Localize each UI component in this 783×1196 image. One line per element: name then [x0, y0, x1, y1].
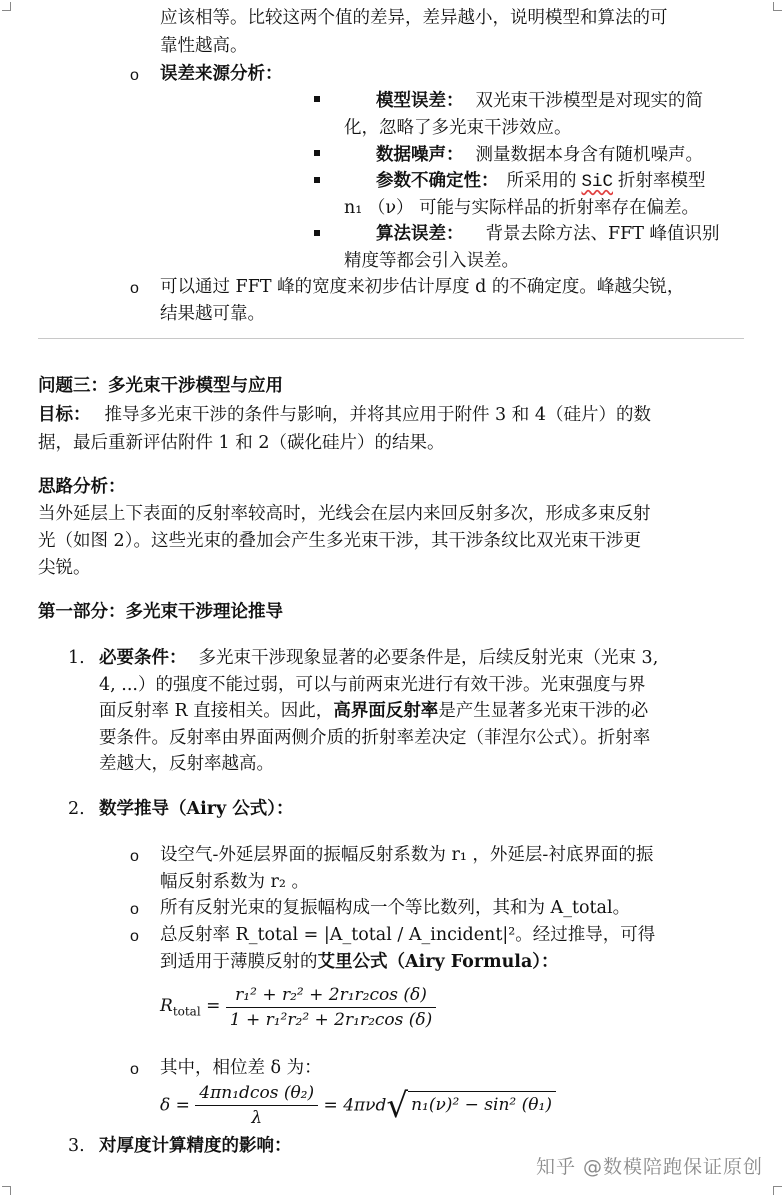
formula-denominator: λ	[251, 1108, 263, 1128]
item-text: 是产生显著多光束干涉的必	[438, 701, 649, 721]
analysis-paragraph-line: 当外延层上下表面的反射率较高时，光线会在层内来回反射多次，形成多束反射	[38, 504, 651, 524]
formula-fraction	[195, 1083, 318, 1128]
hollow-bullet-icon: o	[130, 67, 139, 84]
key-term: 艾里公式（Airy Formula）：	[317, 952, 559, 972]
item-text: 所采用的	[506, 171, 577, 191]
list-item	[376, 89, 703, 113]
formula-fraction	[226, 985, 437, 1030]
sub-bullet-line: 其中，相位差 δ 为：	[160, 1058, 322, 1078]
list-item	[376, 222, 720, 246]
corner-mark-top-right	[773, 2, 782, 11]
goal-line: 据，最后重新评估附件 1 和 2（碳化硅片）的结果。	[38, 433, 445, 453]
airy-formula: $R_{total}$ = $\frac{\text{r₁² + r₂² + 2r₁r₂cos (δ)}}{\text{1 + r₁²r₂² + 2r₁r₂cos (δ)}}$	[160, 985, 436, 1030]
list-number: 3.	[68, 1136, 85, 1156]
hollow-bullet-icon: o	[130, 901, 139, 918]
sub-bullet-line: 总反射率 R_total = |A_total / A_incident|²。经过推导，可得	[160, 925, 656, 945]
numbered-item-continuation: 要条件。反射率由界面两侧介质的折射率差决定（菲涅尔公式）。折射率	[99, 728, 651, 748]
numbered-item-label: 数学推导（Airy 公式）：	[99, 799, 294, 819]
hollow-bullet-icon: o	[130, 848, 139, 865]
item-label: 必要条件：	[99, 648, 187, 668]
numbered-item-continuation	[99, 699, 648, 723]
part-heading: 第一部分：多光束干涉理论推导	[38, 602, 283, 622]
hollow-bullet-icon: o	[130, 1061, 139, 1078]
goal-label: 目标：	[38, 405, 91, 425]
sub-bullet-line: 幅反射系数为 r₂ 。	[160, 872, 310, 892]
item-text: 面反射率 R 直接相关。因此，	[99, 701, 334, 721]
item-text: 背景去除方法、FFT 峰值识别	[485, 224, 720, 244]
analysis-paragraph-line: 光（如图 2）。这些光束的叠加会产生多光束干涉，其干涉条纹比双光束干涉更	[38, 531, 641, 551]
item-text: 多光束干涉现象显著的必要条件是，后续反射光束（光束 3,	[198, 648, 659, 668]
formula-numerator: 4πn₁dcos (θ₂)	[195, 1083, 318, 1106]
numbered-item	[99, 646, 658, 670]
list-item	[376, 143, 703, 167]
section-title: 问题三：多光束干涉模型与应用	[38, 376, 283, 396]
formula-denominator: 1 + r₁²r₂² + 2r₁r₂cos (δ)	[229, 1010, 433, 1030]
sub-bullet-line	[160, 950, 559, 974]
numbered-item-continuation: 差越大，反射率越高。	[99, 754, 274, 774]
corner-mark-bottom-left	[2, 1186, 11, 1195]
corner-mark-top-left	[2, 2, 11, 11]
hollow-bullet-icon: o	[130, 280, 139, 297]
list-item-continuation: 化，忽略了多光束干涉效应。	[344, 118, 572, 138]
phase-formula: δ = $\frac{\text{4πn₁dcos (θ₂)}}{\lambda}$ = 4πνd√ n₁(ν)² − sin² (θ₁)	[160, 1083, 556, 1128]
list-item	[376, 169, 706, 194]
fft-paragraph-line: 可以通过 FFT 峰的宽度来初步估计厚度 d 的不确定度。峰越尖锐，	[160, 277, 685, 297]
item-text: 到适用于薄膜反射的	[160, 952, 318, 972]
fft-paragraph-line: 结果越可靠。	[160, 304, 265, 324]
list-number: 1.	[68, 648, 85, 668]
item-label: 数据噪声：	[376, 145, 464, 165]
item-text: 折射率模型	[618, 171, 706, 191]
square-root: √ n₁(ν)² − sin² (θ₁)	[386, 1089, 556, 1123]
error-sources-heading: 误差来源分析：	[160, 64, 283, 84]
key-term: 高界面反射率	[333, 701, 439, 721]
formula-numerator: r₁² + r₂² + 2r₁r₂cos (δ)	[226, 985, 437, 1008]
item-label: 模型误差：	[376, 91, 464, 111]
sub-bullet-line: 设空气-外延层界面的振幅反射系数为 r₁ ，外延层-衬底界面的振	[160, 845, 654, 865]
list-item-continuation: n₁ （ν） 可能与实际样品的折射率存在偏差。	[344, 198, 700, 218]
sub-bullet-line: 所有反射光束的复振幅构成一个等比数列，其和为 A_total。	[160, 898, 631, 918]
square-bullet-icon	[314, 177, 320, 183]
sic-term: SiC	[581, 172, 614, 192]
list-number: 2.	[68, 799, 85, 819]
numbered-item-label: 对厚度计算精度的影响：	[99, 1136, 292, 1156]
square-bullet-icon	[314, 230, 320, 236]
numbered-item-continuation: 4, ...）的强度不能过弱，可以与前两束光进行有效干涉。光束强度与界	[99, 675, 646, 695]
square-bullet-icon	[314, 150, 320, 156]
item-text: 双光束干涉模型是对现实的简	[475, 91, 703, 111]
continued-paragraph-line: 靠性越高。	[160, 36, 248, 56]
hollow-bullet-icon: o	[130, 928, 139, 945]
horizontal-divider	[38, 338, 744, 339]
watermark: 知乎 @数模陪跑保证原创	[535, 1156, 763, 1178]
goal-line	[38, 403, 651, 427]
goal-text: 推导多光束干涉的条件与影响，并将其应用于附件 3 和 4（硅片）的数	[104, 405, 651, 425]
analysis-paragraph-line: 尖锐。	[38, 558, 91, 578]
item-label: 算法误差：	[376, 224, 464, 244]
continued-paragraph-line: 应该相等。比较这两个值的差异，差异越小，说明模型和算法的可	[160, 8, 668, 28]
analysis-heading: 思路分析：	[38, 477, 126, 497]
square-bullet-icon	[314, 96, 320, 102]
item-text: 测量数据本身含有随机噪声。	[475, 145, 703, 165]
list-item-continuation: 精度等都会引入误差。	[344, 251, 519, 271]
item-label: 参数不确定性：	[376, 171, 499, 191]
corner-mark-bottom-right	[773, 1186, 782, 1195]
radicand: n₁(ν)² − sin² (θ₁)	[408, 1091, 556, 1115]
